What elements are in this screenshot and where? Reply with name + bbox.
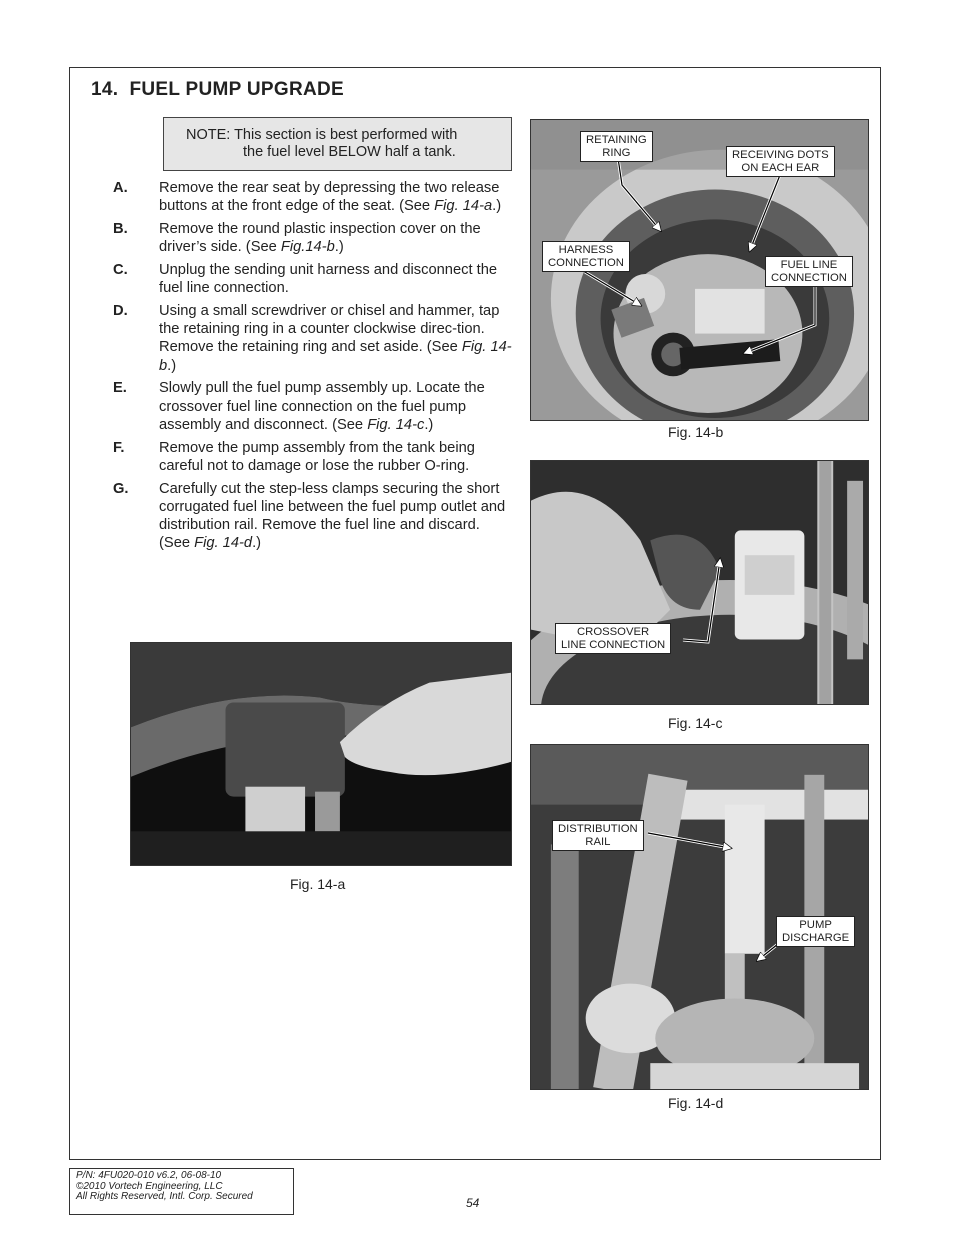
step-text: [159, 220, 513, 256]
step-letter: C.: [113, 262, 128, 278]
callout-line: PUMP: [799, 919, 832, 931]
footer-info-box: [69, 1168, 294, 1215]
callout-receiving-dots: [726, 146, 835, 177]
footer-rights: All Rights Reserved, Intl. Corp. Secured: [76, 1191, 253, 1203]
callout-retaining-ring: [580, 131, 653, 162]
section-title-text: FUEL PUMP UPGRADE: [129, 79, 344, 100]
page-number: 54: [466, 1196, 480, 1210]
step-text-main: Remove the rear seat by depressing the two release buttons at the front edge of the seat. (See: [159, 180, 500, 215]
step-list: [113, 179, 513, 557]
callout-line: CROSSOVER: [577, 626, 650, 638]
step-text-end: .): [424, 416, 434, 433]
step-g: [113, 480, 513, 553]
figure-reference: Fig.14-b: [280, 239, 335, 256]
step-b: [113, 220, 513, 256]
step-a: [113, 179, 513, 215]
section-number: 14.: [91, 79, 119, 100]
callout-harness-connection: [542, 241, 630, 272]
figure-reference: Fig. 14-d: [194, 535, 253, 552]
callout-line: RAIL: [585, 835, 611, 848]
step-letter: G.: [113, 480, 129, 497]
step-letter: F.: [113, 439, 125, 456]
footer-copyright: ©2010 Vortech Engineering, LLC: [76, 1180, 223, 1192]
callout-line: RETAINING: [586, 134, 647, 146]
note-line-2: the fuel level BELOW half a tank.: [243, 144, 456, 160]
step-letter: A.: [113, 180, 128, 196]
step-text-main: Using a small screwdriver or chisel and hammer, tap the retaining ring in a counter clockwise direc-tion. Remove the retaining ring and set aside. (See: [159, 303, 500, 356]
step-letter: B.: [113, 221, 128, 237]
step-f: [113, 439, 513, 475]
step-text: [159, 302, 513, 375]
step-d: [113, 302, 513, 375]
callout-line: LINE CONNECTION: [561, 638, 666, 651]
step-text: [159, 439, 513, 475]
callout-crossover-line-connection: [555, 623, 671, 654]
step-text-end: .): [492, 198, 502, 215]
step-letter: E.: [113, 380, 127, 397]
caption-fig-14d: Fig. 14-d: [668, 1095, 724, 1111]
caption-fig-14a: Fig. 14-a: [290, 876, 346, 892]
figure-reference: Fig. 14-c: [367, 416, 425, 433]
step-c: [113, 261, 513, 297]
callout-fuel-line-connection: [765, 256, 853, 287]
callout-line: RING: [602, 146, 631, 159]
callout-line: FUEL LINE: [780, 259, 838, 271]
footer-part-number: P/N: 4FU020-010 v6.2, 06-08-10: [76, 1170, 222, 1181]
step-text-main: Slowly pull the fuel pump assembly up. Locate the crossover fuel line connection on the fuel pump assembly and disconnect. (See: [159, 380, 485, 433]
figure-reference: Fig. 14-a: [434, 198, 493, 215]
figure-14c-photo: [530, 460, 869, 705]
callout-pump-discharge: [776, 916, 855, 947]
step-text: [159, 379, 513, 434]
step-text-main: Carefully cut the step-less clamps securing the short corrugated fuel line between the fuel pump outlet and distribution rail. Remove the fuel line and discard. (See: [159, 480, 506, 552]
step-text: [159, 480, 513, 553]
callout-distribution-rail: [552, 820, 644, 851]
callout-line: ON EACH EAR: [741, 161, 820, 174]
step-text-end: .): [334, 239, 344, 256]
note-box: [163, 117, 512, 171]
step-letter: D.: [113, 303, 128, 319]
figure-reference: Fig. 14-b: [159, 339, 512, 374]
section-title: [91, 79, 344, 101]
rear-seat-release-illustration: [131, 643, 511, 865]
step-text-end: .): [252, 535, 262, 552]
step-text-main: Unplug the sending unit harness and disconnect the fuel line connection.: [159, 262, 498, 297]
step-text: [159, 179, 513, 215]
callout-line: CONNECTION: [548, 256, 624, 269]
step-text-end: .): [167, 357, 177, 374]
step-text: [159, 261, 513, 297]
callout-line: RECEIVING DOTS: [732, 149, 829, 161]
note-line-1: NOTE: This section is best performed with: [186, 127, 458, 143]
figure-14a-photo: [130, 642, 512, 866]
step-e: [113, 379, 513, 434]
callout-line: HARNESS: [558, 244, 614, 256]
pump-assembly-crossover-illustration: [531, 461, 868, 704]
callout-line: DISTRIBUTION: [558, 823, 638, 835]
caption-fig-14c: Fig. 14-c: [668, 715, 723, 731]
step-text-main: Remove the pump assembly from the tank being careful not to damage or lose the rubber O-ring.: [159, 439, 475, 474]
caption-fig-14b: Fig. 14-b: [668, 424, 724, 440]
callout-line: CONNECTION: [771, 271, 847, 284]
step-text-main: Remove the round plastic inspection cover on the driver’s side. (See: [159, 221, 481, 256]
callout-line: DISCHARGE: [782, 931, 850, 944]
